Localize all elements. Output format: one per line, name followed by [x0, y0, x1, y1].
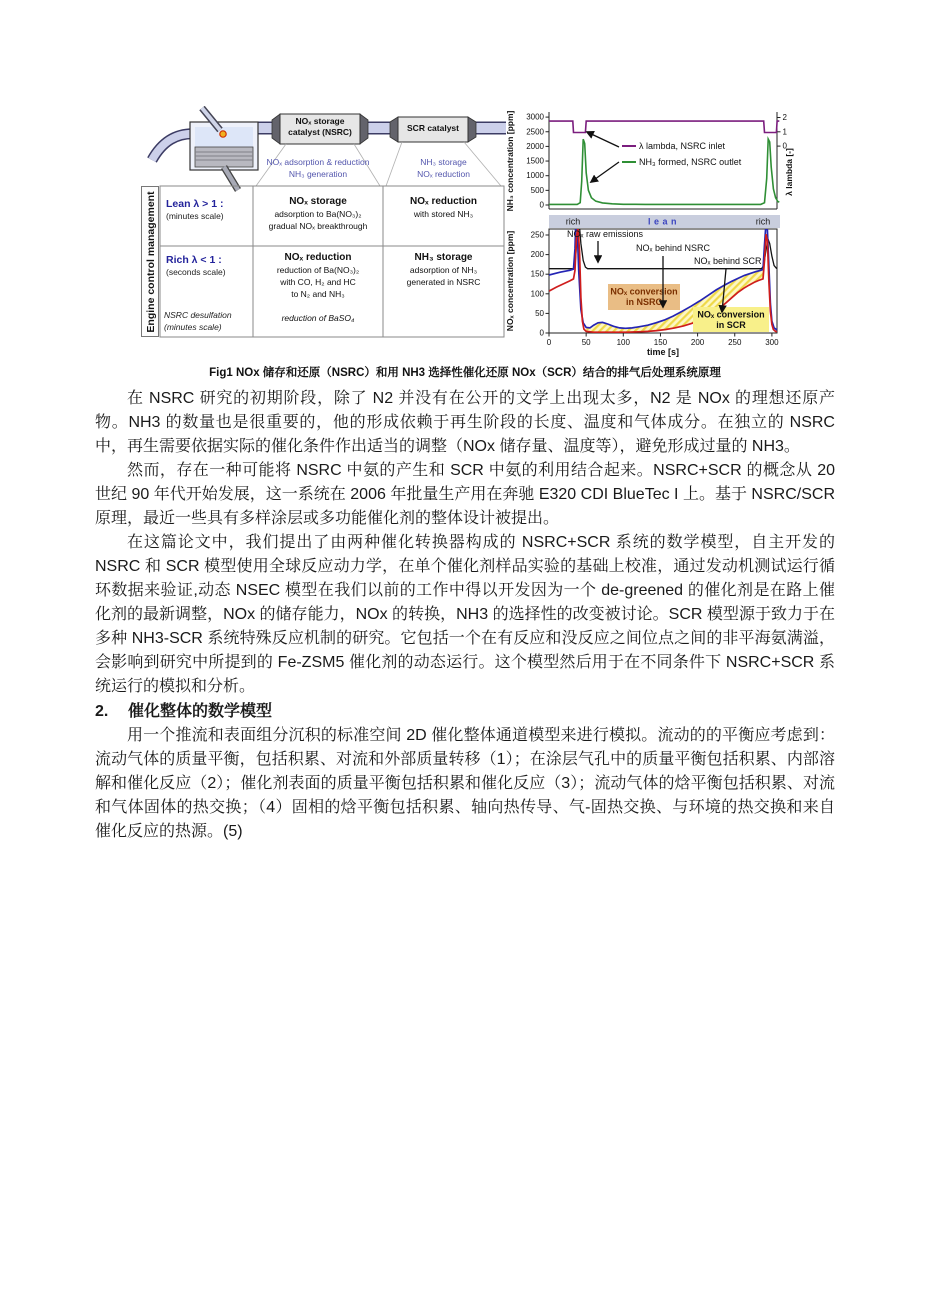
flame-icon — [220, 131, 226, 137]
nox-axis-label: NOₓ concentration [ppm] — [505, 230, 515, 332]
svg-text:in SCR: in SCR — [716, 320, 746, 330]
rich-nsrc-line1: reduction of Ba(NO₃)₂ — [276, 265, 360, 275]
behind-nsrc-label: NOₓ behind NSRC — [636, 243, 710, 253]
svg-text:150: 150 — [530, 269, 544, 279]
svg-text:in NSRC: in NSRC — [626, 297, 662, 307]
phase-rich-0: rich — [565, 216, 581, 227]
svg-text:1000: 1000 — [526, 171, 544, 181]
lean-row-label: Lean λ > 1 : — [166, 198, 224, 210]
behind-scr-label: NOₓ behind SCR — [694, 256, 762, 266]
lean-nsrc-line1: adsorption to Ba(NO₃)₂ — [274, 209, 362, 219]
figure1-charts — [505, 106, 836, 360]
legend-nh3: NH₃ formed, NSRC outlet — [639, 157, 742, 167]
nh3-axis-label: NH₃ concentration [ppm] — [505, 110, 515, 212]
svg-text:300: 300 — [765, 338, 779, 347]
desulf-nsrc-line: reduction of BaSO₄ — [281, 313, 355, 323]
phase-rich-2: rich — [755, 216, 771, 227]
time-axis-label: time [s] — [646, 347, 680, 357]
series-lambda — [549, 121, 779, 132]
lean-scr-line1: with stored NH₃ — [413, 209, 474, 219]
rich-nsrc-line3: to N₂ and NH₃ — [291, 289, 345, 299]
lean-nsrc-title: NOₓ storage — [289, 196, 347, 207]
rich-scr-line1: adsorption of NH₃ — [409, 265, 478, 275]
svg-text:100: 100 — [616, 338, 630, 347]
rich-nsrc-title: NOₓ reduction — [284, 252, 352, 263]
nsrc-capsule-label-1: NOₓ storage — [295, 116, 345, 126]
engine-control-label: Engine control management — [145, 191, 157, 333]
figure1-caption: Fig1 NOx 储存和还原（NSRC）和用 NH3 选择性催化还原 NOx（SCR）结合的排气后处理系统原理 — [209, 367, 721, 379]
svg-text:0: 0 — [539, 200, 544, 210]
paragraph-2: 然而，存在一种可能将 NSRC 中氨的产生和 SCR 中氨的利用结合起来。NSRC+SCR 的概念从 20 世纪 90 年代开始发展，这一系统在 2006 年批量生产用在奔驰 E320 CDI BlueTec I 上。基于 NSRC/SCR 原理，最近一些具有多样涂层或多功能催化剂的整体设计被提出。 — [95, 462, 835, 527]
svg-text:NOₓ conversion: NOₓ conversion — [610, 286, 678, 297]
svg-text:2500: 2500 — [526, 127, 544, 137]
lean-row-scale: (minutes scale) — [166, 211, 224, 221]
raw-emissions-label: NOₓ raw emissions — [567, 229, 643, 239]
paragraph-1: 在 NSRC 研究的初期阶段，除了 N2 并没有在公开的文学上出现太多，N2 是 NOx 的理想还原产物。NH3 的数量也是很重要的，他的形成依赖于再生阶段的长度、温度和气体成分。在独立的 NSRC 中，再生需要依据实际的催化条件作出适当的调整（NOx 储存量、温度等），避免形成过量的 NH3。 — [95, 390, 835, 455]
svg-text:0: 0 — [782, 141, 787, 151]
scr-capsule-label: SCR catalyst — [407, 123, 459, 133]
paragraph-3: 在这篇论文中，我们提出了由两种催化转换器构成的 NSRC+SCR 系统的数学模型，自主开发的 NSRC 和 SCR 模型使用全球反应动力学，在单个催化剂样品实验的基础上校准，通过发动机测试运行循环数据来验证,动态 NSEC 模型在我们以前的工作中得以开发因为一个 de-greened 的催化剂是在路上催化剂的最新调整，NOx 的储存能力，NOx 的转换，NH3 的选择性的改变被讨论。SCR 模型源于致力于在多种 NH3-SCR 系统特殊反应机制的研究。它包括一个在有反应和没反应之间位点之间的非平海氨满溢，会影响到研究中所提到的 Fe-ZSM5 催化剂的动态运行。这个模型然后用于在不同条件下 NSRC+SCR 系统运行的模拟和分析。 — [95, 534, 835, 695]
section-heading — [95, 700, 835, 724]
lean-nsrc-line2: gradual NOₓ breakthrough — [268, 221, 368, 231]
desulf-label: NSRC desulfation — [164, 310, 232, 320]
rich-nsrc-line2: with CO, H₂ and HC — [280, 277, 356, 287]
lean-scr-title: NOₓ reduction — [410, 196, 477, 207]
svg-text:2: 2 — [782, 113, 787, 122]
svg-text:150: 150 — [653, 338, 668, 347]
rich-row-label: Rich λ < 1 : — [166, 254, 222, 266]
svg-text:1: 1 — [782, 127, 787, 137]
svg-text:2000: 2000 — [526, 141, 544, 151]
svg-text:0: 0 — [539, 328, 544, 338]
rich-row-scale: (seconds scale) — [166, 267, 226, 277]
charts-svg — [505, 106, 836, 360]
figure1-diagram — [140, 106, 506, 360]
section-title: 催化整体的数学模型 — [128, 703, 273, 720]
scr-note-1: NH₃ storage — [420, 157, 467, 167]
body-text — [95, 387, 835, 844]
svg-text:100: 100 — [530, 289, 544, 299]
svg-text:NOₓ conversion: NOₓ conversion — [697, 309, 765, 320]
svg-text:50: 50 — [535, 308, 544, 318]
svg-text:250: 250 — [530, 230, 544, 240]
desulf-scale: (minutes scale) — [164, 322, 222, 332]
paragraph-4: 用一个推流和表面组分沉积的标准空间 2D 催化整体通道模型来进行模拟。流动的的平衡应考虑到：流动气体的质量平衡，包括积累、对流和外部质量转移（1）；在涂层气孔中的质量平衡包括积累、内部溶解和催化反应（2）；催化剂表面的质量平衡包括积累和催化反应（3）；流动气体的焓平衡包括积累、对流和气体固体的热交换；（4）固相的焓平衡包括积累、轴向热传导、气-固热交换、与环境的热交换和来自催化反应的热源。(5) — [95, 727, 835, 840]
nsrc-note-2: NH₃ generation — [288, 169, 348, 179]
figure1 — [95, 106, 835, 360]
nsrc-capsule-label-2: catalyst (NSRC) — [288, 127, 352, 137]
svg-text:200: 200 — [690, 338, 705, 347]
lambda-axis-label: λ lambda [-] — [784, 148, 794, 196]
nsrc-note-1: NOₓ adsorption & reduction — [266, 157, 370, 167]
svg-text:200: 200 — [530, 250, 544, 260]
engine-control-box — [141, 186, 159, 337]
svg-text:250: 250 — [728, 338, 742, 347]
section-number: 2. — [95, 703, 109, 720]
rich-scr-title: NH₃ storage — [414, 252, 473, 263]
svg-text:3000: 3000 — [526, 112, 544, 122]
svg-text:1500: 1500 — [526, 156, 544, 166]
svg-text:0: 0 — [546, 338, 552, 347]
rich-scr-line2: generated in NSRC — [406, 277, 481, 287]
phase-lean-1: lean — [647, 216, 681, 227]
svg-text:50: 50 — [581, 338, 591, 347]
scr-note-2: NOₓ reduction — [417, 169, 470, 179]
legend-lambda: λ lambda, NSRC inlet — [639, 141, 726, 151]
svg-text:500: 500 — [530, 185, 544, 195]
